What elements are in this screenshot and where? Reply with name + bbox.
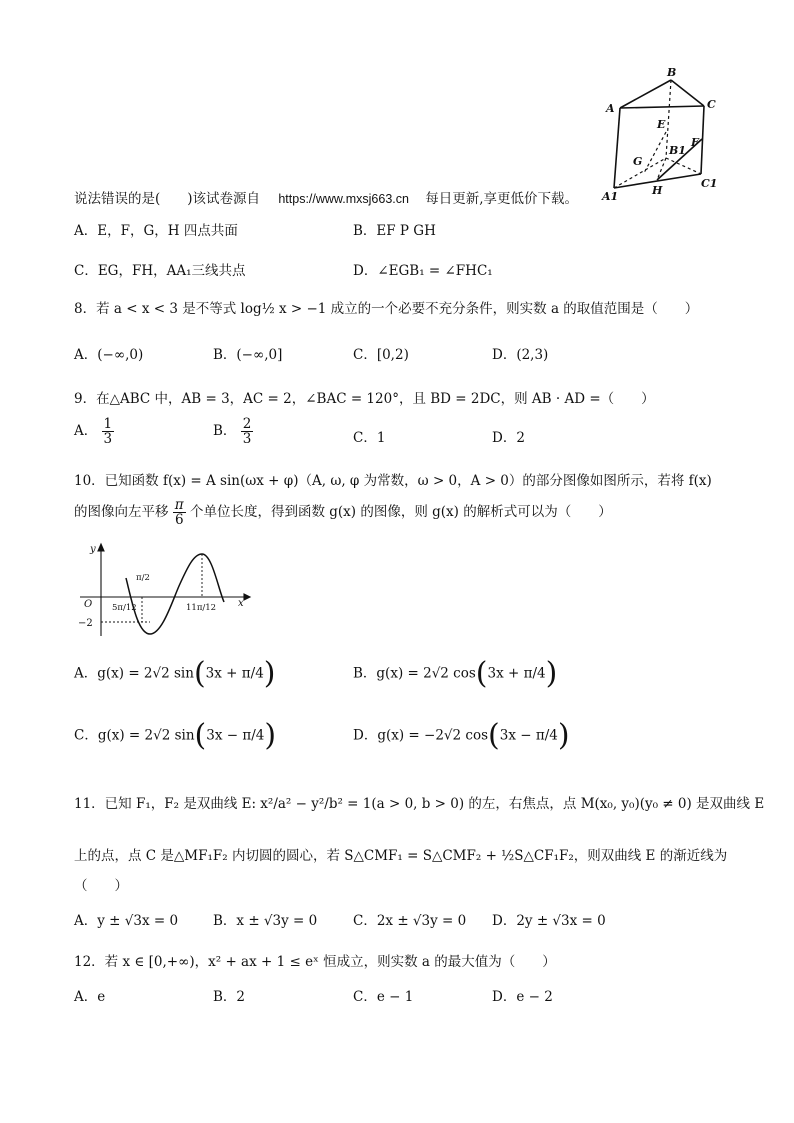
q7-option-d: D．∠EGB₁ = ∠FHC₁ — [353, 263, 493, 279]
q9-option-b-fraction — [241, 417, 254, 446]
q10-opt-d-arg: 3x − π/4 — [499, 727, 558, 744]
q9-option-a-label: A． — [74, 423, 98, 440]
q10-shift-denominator: 6 — [174, 512, 184, 529]
q10-opt-b-pre: B．g(x) = 2√2 cos — [353, 665, 476, 682]
q11-option-b: B．x ± √3y = 0 — [213, 913, 318, 929]
q9-option-a-fraction — [102, 417, 115, 446]
graph-y-label: y — [90, 544, 96, 555]
q10-shift-numerator: π — [174, 497, 184, 513]
q9-option-b-label: B． — [213, 423, 237, 440]
paren-open-icon: ( — [488, 718, 500, 753]
q10-option-b — [353, 656, 558, 691]
q7-option-a: A．E，F，G，H 四点共面 — [74, 223, 238, 239]
q10-sine-graph — [76, 540, 252, 640]
graph-origin-label: O — [84, 599, 93, 610]
q12-option-a: A．e — [74, 989, 106, 1005]
y-axis-arrow — [98, 544, 104, 551]
paren-open-icon: ( — [193, 656, 206, 691]
q11-option-a: A．y ± √3x = 0 — [74, 913, 179, 929]
label-a: A — [606, 102, 615, 115]
paren-close-icon: ) — [557, 718, 570, 753]
q10-opt-c-pre: C．g(x) = 2√2 sin — [74, 727, 195, 744]
label-g: G — [633, 155, 643, 168]
label-c: C — [707, 98, 716, 111]
q10-opt-b-arg: 3x + π/4 — [487, 665, 546, 682]
q10-option-c — [74, 718, 277, 753]
q8-option-b: B．(−∞,0] — [213, 347, 283, 363]
q11-stem-line2: 上的点，点 C 是△MF₁F₂ 内切圆的圆心，若 S△CMF₁ = S△CMF₂ + ½S△CF₁F₂，则双曲线 E 的渐近线为 — [74, 848, 728, 864]
label-h: H — [652, 184, 663, 197]
paren-close-icon: ) — [264, 718, 277, 753]
q9-a-denominator: 3 — [103, 431, 113, 448]
graph-11pi-12-label: 11π/12 — [186, 603, 217, 613]
q12-option-d: D．e − 2 — [492, 989, 553, 1005]
q10-opt-a-pre: A．g(x) = 2√2 sin — [74, 665, 194, 682]
q11-option-d: D．2y ± √3x = 0 — [492, 913, 606, 929]
prism-diagram — [600, 62, 730, 202]
q11-stem-line3: （ ） — [74, 878, 128, 894]
q10-opt-d-pre: D．g(x) = −2√2 cos — [353, 727, 489, 744]
q9-option-d: D．2 — [492, 430, 525, 446]
q10-line2-post: 个单位长度，得到函数 g(x) 的图像，则 g(x) 的解析式可以为（ ） — [189, 504, 612, 521]
q9-option-c: C．1 — [353, 430, 386, 446]
q10-opt-c-arg: 3x − π/4 — [206, 727, 265, 744]
q10-stem-line1: 10．已知函数 f(x) = A sin(ωx + φ)（A, ω, φ 为常数，ω > 0，A > 0）的部分图像如图所示，若将 f(x) — [74, 473, 712, 489]
paren-open-icon: ( — [475, 656, 488, 691]
q8-option-c: C．[0,2) — [353, 347, 409, 363]
q10-shift-fraction — [173, 498, 186, 527]
q10-line2-pre: 的图像向左平移 — [74, 504, 169, 521]
q9-stem: 9．在△ABC 中，AB = 3，AC = 2，∠BAC = 120°，且 BD = 2DC，则 AB · AD =（ ） — [74, 391, 655, 407]
q10-option-d — [353, 718, 570, 753]
label-c1: C1 — [701, 177, 718, 190]
q9-b-numerator: 2 — [242, 416, 252, 432]
q9-a-numerator: 1 — [103, 416, 113, 432]
prism-figure — [600, 62, 730, 202]
q7-stem: 说法错误的是( )该试卷源自 — [74, 191, 261, 207]
label-f: F — [691, 136, 699, 149]
q12-stem: 12．若 x ∈ [0,+∞)，x² + ax + 1 ≤ eˣ 恒成立，则实数 a 的最大值为（ ） — [74, 954, 556, 970]
q9-option-a — [74, 417, 114, 446]
q7-tail: 每日更新,享更低价下载。 — [425, 191, 579, 207]
q9-b-denominator: 3 — [242, 431, 252, 448]
label-a1: A1 — [602, 190, 619, 202]
x-axis-arrow — [244, 594, 250, 600]
label-b1: B1 — [669, 144, 686, 157]
q7-option-c: C．EG，FH，AA₁三线共点 — [74, 263, 246, 279]
paren-open-icon: ( — [194, 718, 207, 753]
paren-close-icon: ) — [545, 656, 558, 691]
q8-option-d: D．(2,3) — [492, 347, 549, 363]
graph-neg2-label: −2 — [78, 618, 93, 629]
label-e: E — [657, 118, 666, 131]
q10-option-a — [74, 656, 276, 691]
label-b: B — [667, 66, 677, 79]
q7-source-link[interactable]: https://www.mxsj663.cn — [278, 192, 409, 206]
q7-stem-line — [74, 187, 578, 207]
q7-option-b: B．EF P GH — [353, 223, 436, 239]
q8-option-a: A．(−∞,0) — [74, 347, 144, 363]
q9-option-b — [213, 417, 253, 446]
q10-opt-a-arg: 3x + π/4 — [205, 665, 264, 682]
sine-graph-svg — [76, 540, 252, 640]
q10-stem-line2 — [74, 498, 612, 527]
graph-pi-half-label: π/2 — [136, 573, 150, 583]
q8-stem: 8．若 a < x < 3 是不等式 log½ x > −1 成立的一个必要不充分条件，则实数 a 的取值范围是（ ） — [74, 301, 699, 317]
q12-option-b: B．2 — [213, 989, 246, 1005]
q11-option-c: C．2x ± √3y = 0 — [353, 913, 467, 929]
paren-close-icon: ) — [263, 656, 276, 691]
q12-option-c: C．e − 1 — [353, 989, 414, 1005]
q11-stem-line1: 11．已知 F₁，F₂ 是双曲线 E: x²/a² − y²/b² = 1(a > 0, b > 0) 的左，右焦点，点 M(x₀, y₀)(y₀ ≠ 0) 是双曲线 E — [74, 796, 765, 812]
sine-curve — [126, 554, 224, 634]
graph-5pi-12-label: 5π/12 — [112, 603, 137, 613]
graph-x-label: x — [238, 598, 244, 609]
